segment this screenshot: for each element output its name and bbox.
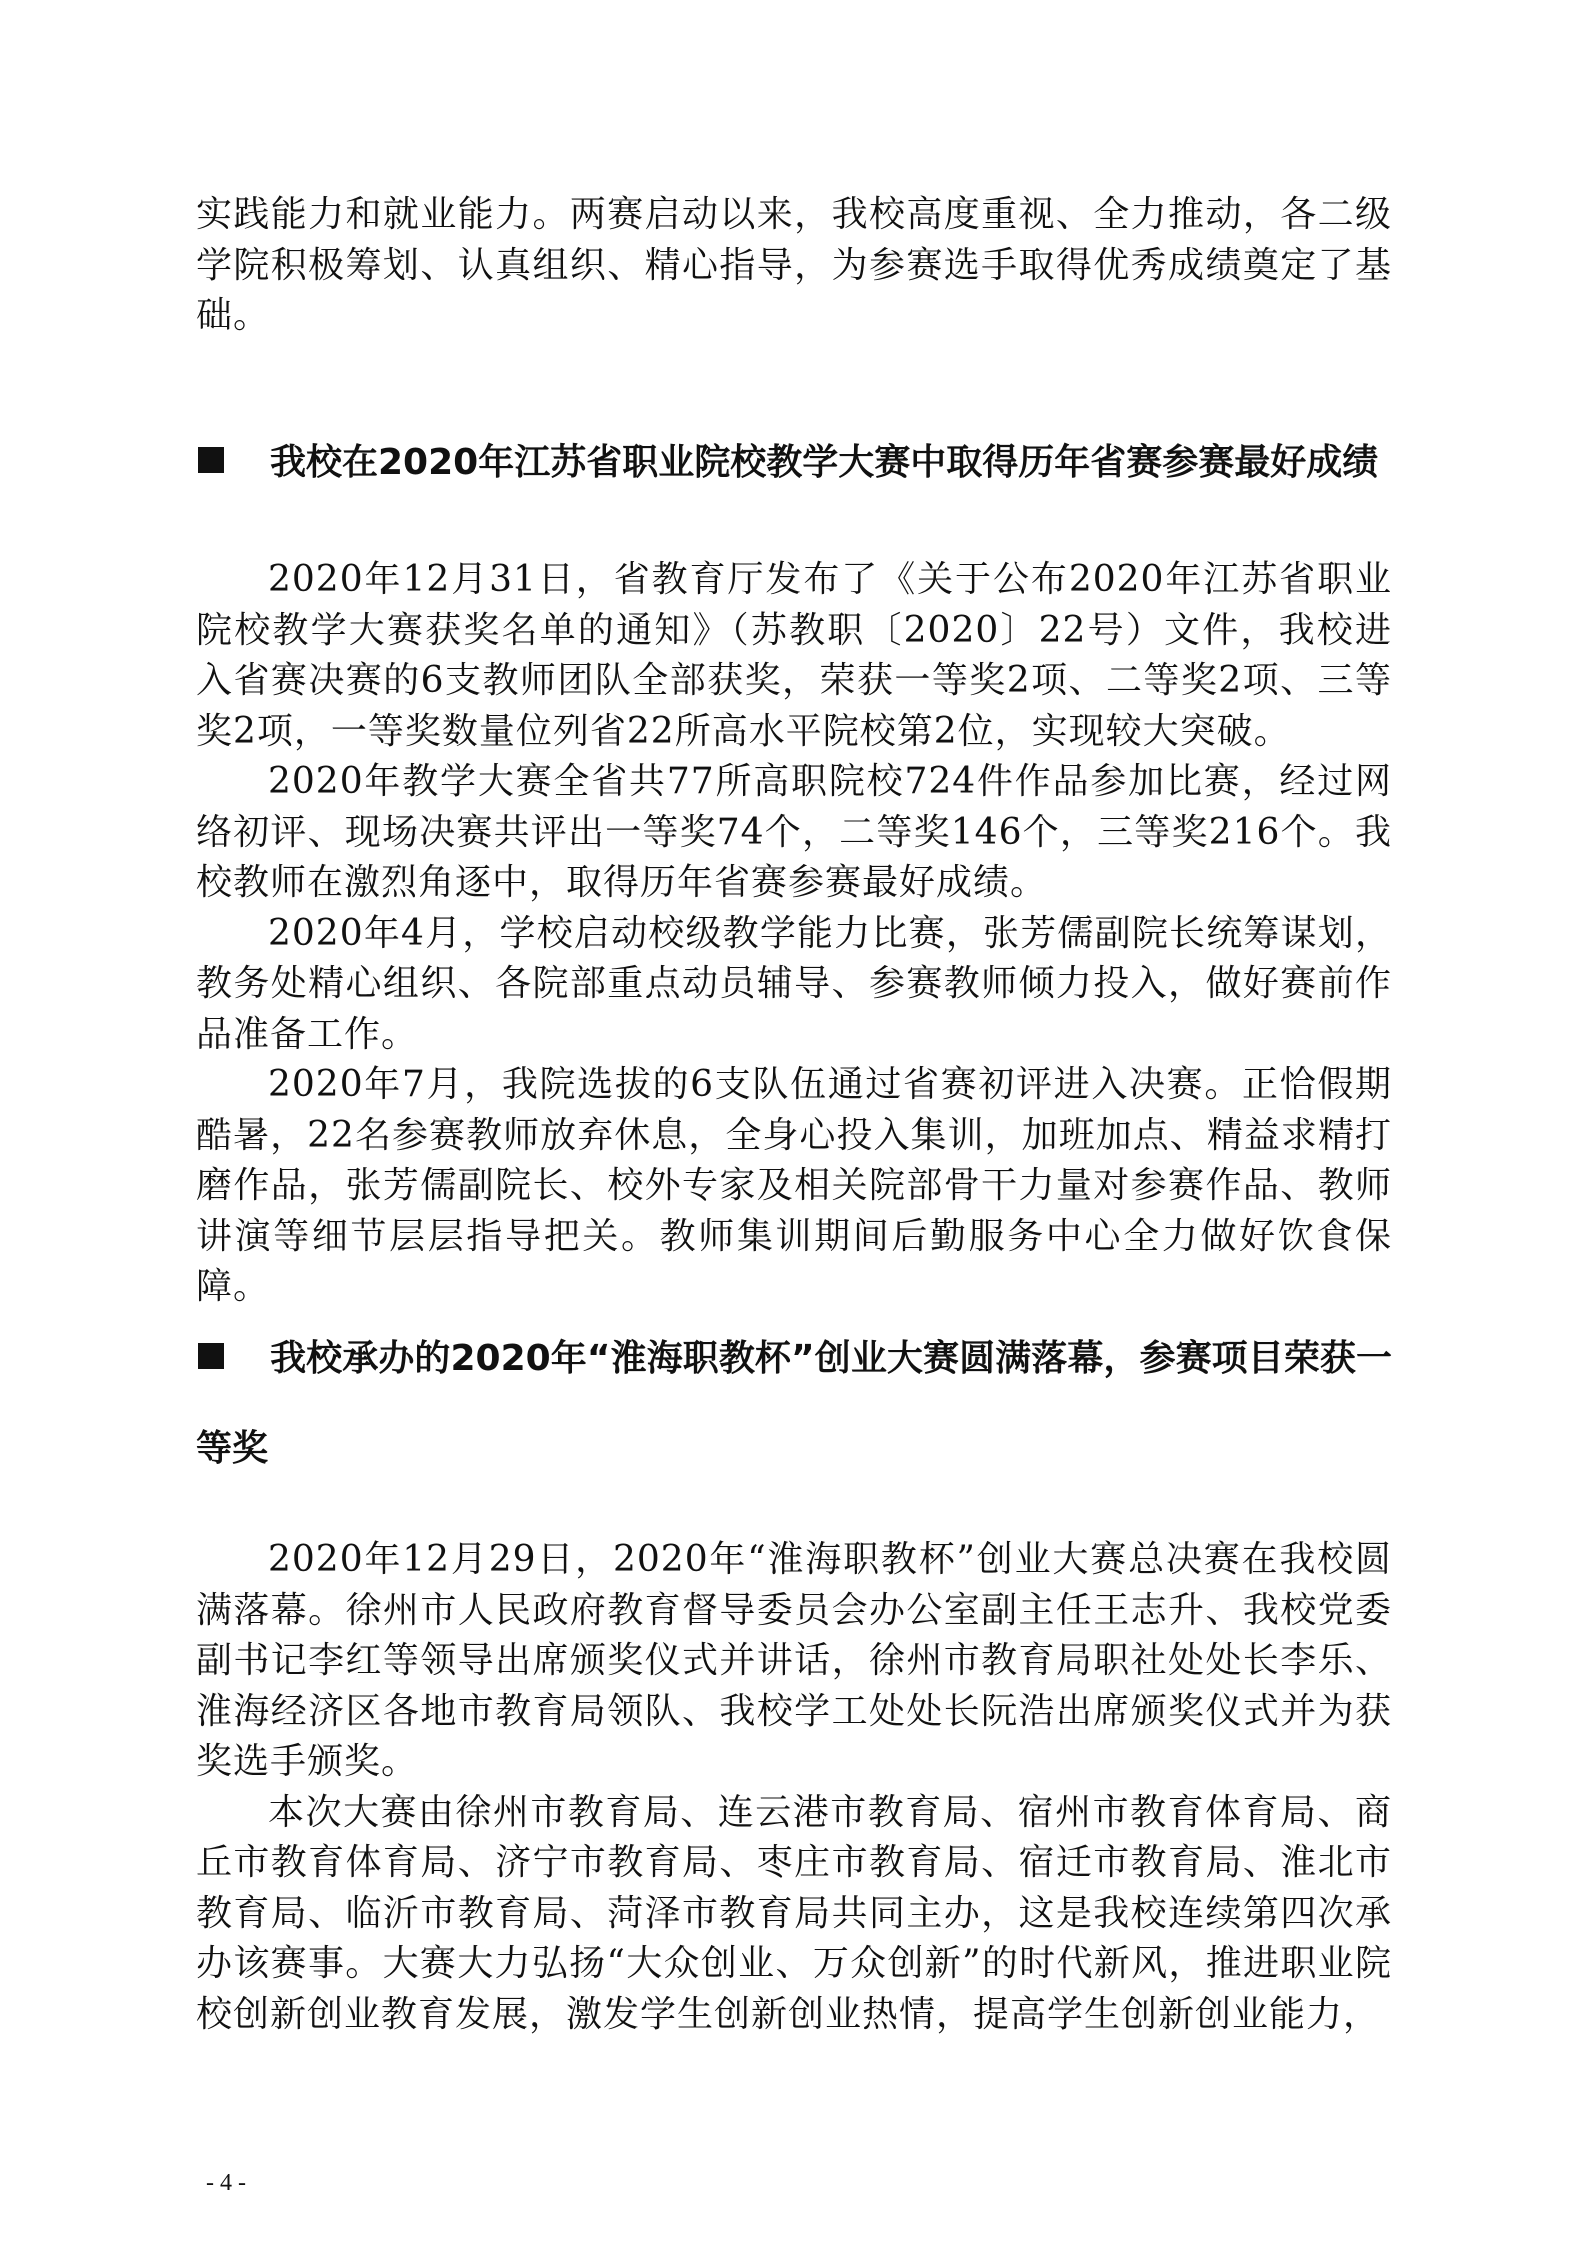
section1-paragraph-2: 2020年教学大赛全省共77所高职院校724件作品参加比赛，经过网络初评、现场决赛共评出一等奖74个，二等奖146个，三等奖216个。我校教师在激烈角逐中，取得历年省赛参赛最好成绩。 bbox=[196, 761, 1392, 903]
page-number: - 4 - bbox=[206, 2170, 246, 2196]
section1-paragraph-3: 2020年4月，学校启动校级教学能力比赛，张芳儒副院长统筹谋划，教务处精心组织、各院部重点动员辅导、参赛教师倾力投入，做好赛前作品准备工作。 bbox=[196, 912, 1392, 1055]
section2-heading-block bbox=[196, 1314, 1392, 1494]
section2-heading-text: 我校承办的2020年“淮海职教杯”创业大赛圆满落幕，参赛项目荣获一等奖 bbox=[196, 1338, 1392, 1469]
section2-heading bbox=[196, 1314, 1392, 1494]
square-bullet-icon bbox=[198, 447, 224, 473]
section1-paragraph-1: 2020年12月31日，省教育厅发布了《关于公布2020年江苏省职业院校教学大赛获奖名单的通知》（苏教职〔2020〕22号）文件，我校进入省赛决赛的6支教师团队全部获奖，荣获一等奖2项、二等奖2项、三等奖2项，一等奖数量位列省22所高水平院校第2位，实现较大突破。 bbox=[196, 559, 1392, 752]
section1-heading bbox=[196, 418, 1392, 508]
intro-paragraph: 实践能力和就业能力。两赛启动以来，我校高度重视、全力推动，各二级学院积极筹划、认真组织、精心指导，为参赛选手取得优秀成绩奠定了基础。 bbox=[196, 194, 1392, 336]
section1-body bbox=[196, 555, 1392, 1313]
section1-heading-block bbox=[196, 418, 1392, 508]
section2-paragraph-1: 2020年12月29日，2020年“淮海职教杯”创业大赛总决赛在我校圆满落幕。徐州市人民政府教育督导委员会办公室副主任王志升、我校党委副书记李红等领导出席颁奖仪式并讲话，徐州市教育局职社处处长李乐、淮海经济区各地市教育局领队、我校学工处处长阮浩出席颁奖仪式并为获奖选手颁奖。 bbox=[196, 1539, 1392, 1782]
square-bullet-icon bbox=[198, 1343, 224, 1369]
section1-paragraph-4: 2020年7月，我院选拔的6支队伍通过省赛初评进入决赛。正恰假期酷暑，22名参赛教师放弃休息，全身心投入集训，加班加点、精益求精打磨作品，张芳儒副院长、校外专家及相关院部骨干力量对参赛作品、教师讲演等细节层层指导把关。教师集训期间后勤服务中心全力做好饮食保障。 bbox=[196, 1064, 1392, 1307]
intro-block bbox=[196, 190, 1392, 342]
section2-body bbox=[196, 1535, 1392, 2040]
section1-heading-text: 我校在2020年江苏省职业院校教学大赛中取得历年省赛参赛最好成绩 bbox=[270, 442, 1379, 483]
section2-paragraph-2: 本次大赛由徐州市教育局、连云港市教育局、宿州市教育体育局、商丘市教育体育局、济宁市教育局、枣庄市教育局、宿迁市教育局、淮北市教育局、临沂市教育局、菏泽市教育局共同主办，这是我校连续第四次承办该赛事。大赛大力弘扬“大众创业、万众创新”的时代新风，推进职业院校创新创业教育发展，激发学生创新创业热情，提高学生创新创业能力， bbox=[196, 1791, 1392, 2035]
